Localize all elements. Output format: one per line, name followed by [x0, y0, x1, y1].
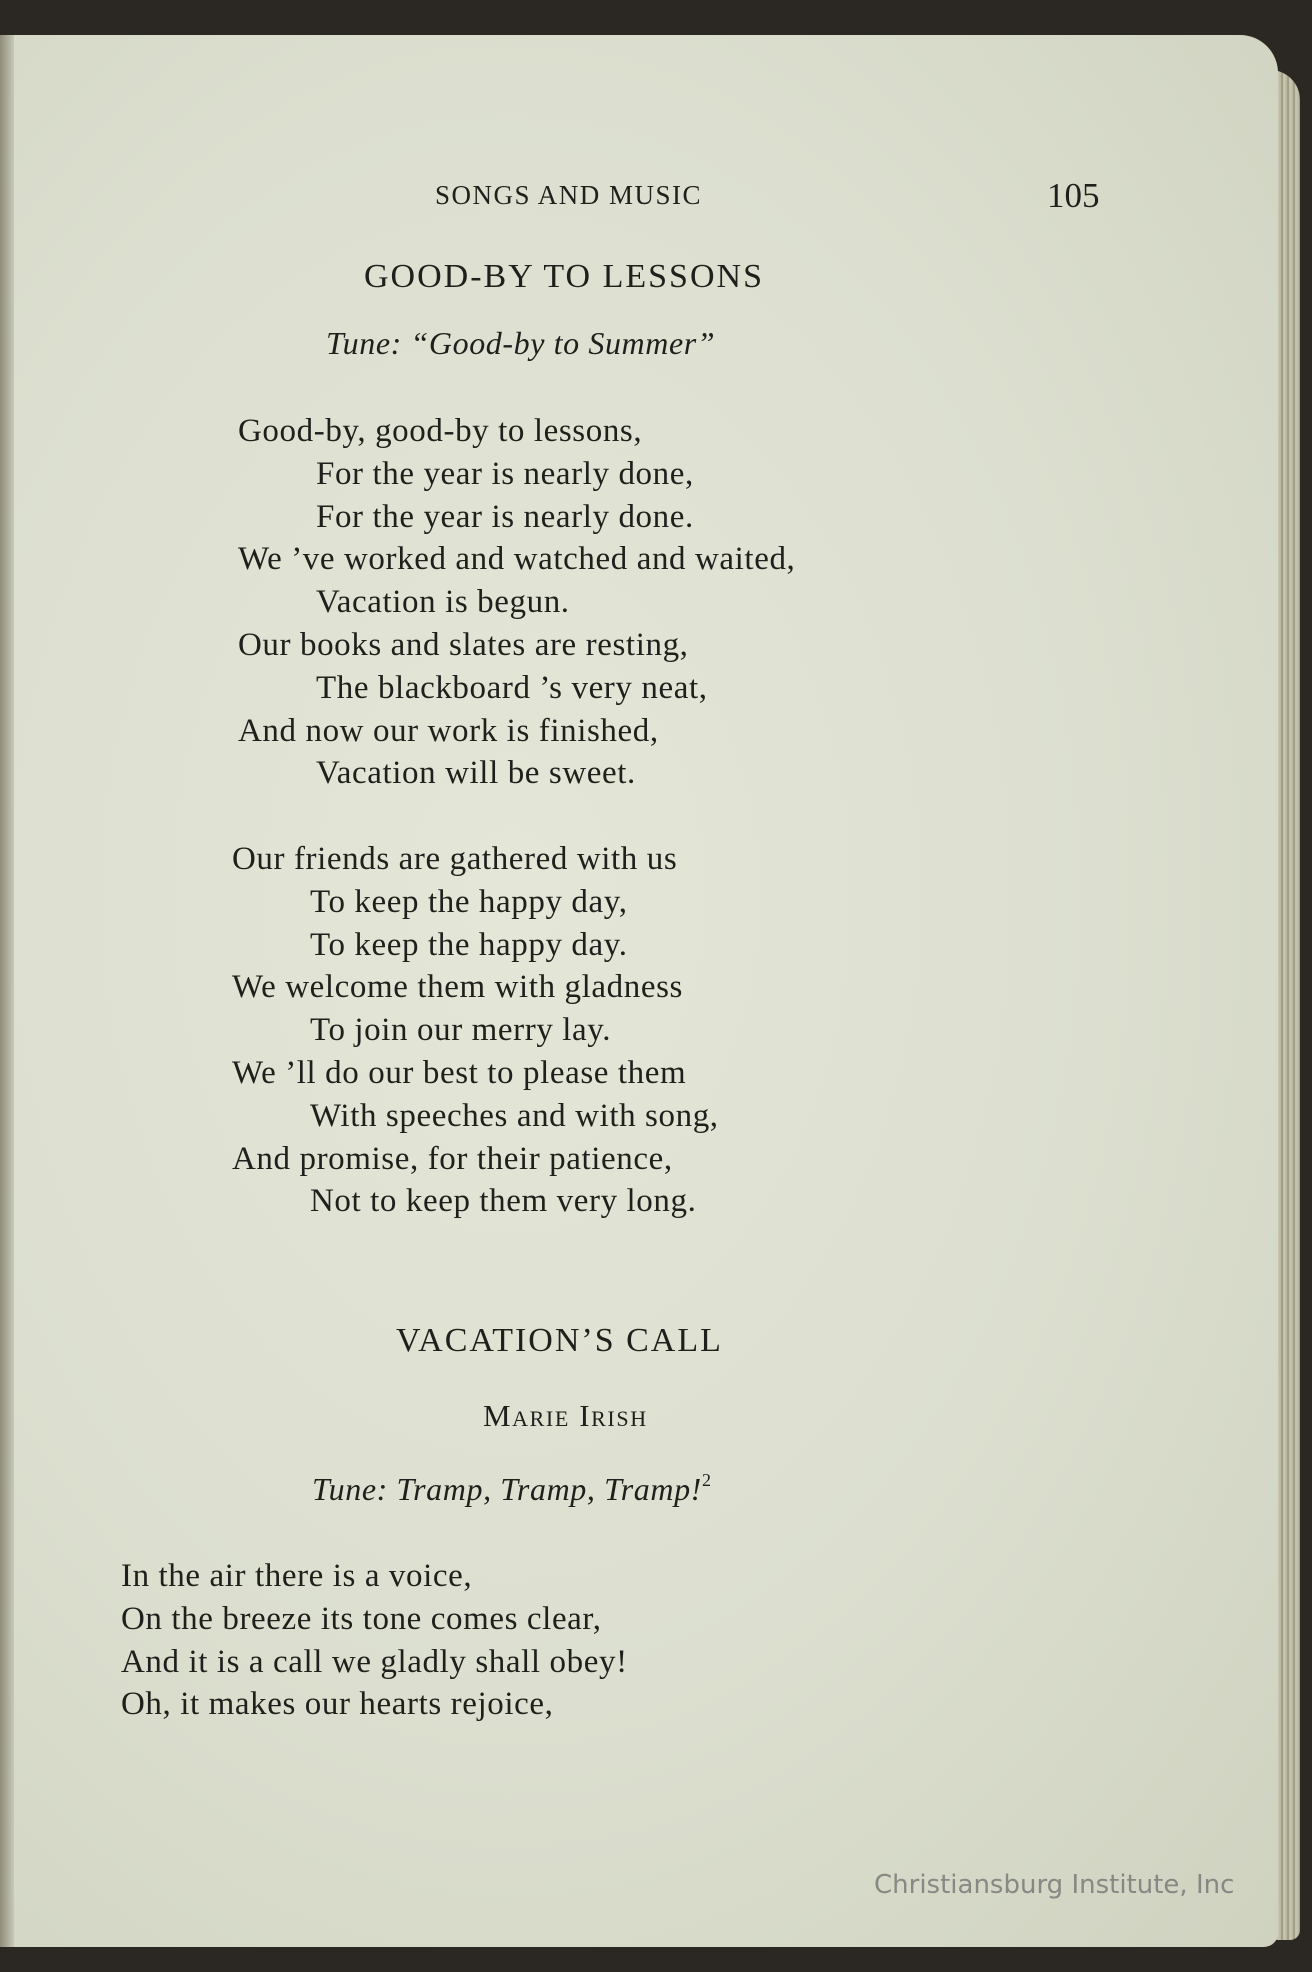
- verse-line: And now our work is finished,: [238, 712, 659, 749]
- song-title-vacations-call: VACATION’S CALL: [396, 1322, 723, 1359]
- verse-line: To join our merry lay.: [310, 1012, 612, 1049]
- verse-line: And it is a call we gladly shall obey!: [121, 1643, 628, 1680]
- verse-line: Vacation will be sweet.: [316, 755, 636, 792]
- verse-line: With speeches and with song,: [310, 1097, 719, 1134]
- footnote-marker: 2: [701, 1470, 712, 1490]
- verse-line: To keep the happy day.: [310, 926, 628, 963]
- verse-line: Good-by, good-by to lessons,: [238, 413, 643, 449]
- verse-line: Oh, it makes our hearts rejoice,: [121, 1686, 554, 1723]
- verse-line: Our books and slates are resting,: [238, 626, 689, 663]
- verse-line: Our friends are gathered with us: [232, 841, 678, 877]
- verse-line: In the air there is a voice,: [121, 1558, 473, 1594]
- verse-line: We ’ll do our best to please them: [232, 1054, 687, 1091]
- verse-line: To keep the happy day,: [310, 883, 628, 920]
- tune-text: Tune: Tramp, Tramp, Tramp!: [312, 1471, 702, 1507]
- verse-line: For the year is nearly done.: [316, 498, 694, 535]
- stanza-3: [121, 1555, 628, 1726]
- stanza-2: [232, 838, 719, 1223]
- verse-line: We welcome them with gladness: [232, 969, 683, 1006]
- binding-shadow: [0, 35, 14, 1947]
- verse-line: For the year is nearly done,: [316, 455, 694, 492]
- verse-line: And promise, for their patience,: [232, 1140, 673, 1177]
- verse-line: We ’ve worked and watched and waited,: [238, 541, 796, 578]
- song-tune-good-by-to-lessons: Tune: “Good-by to Summer”: [326, 325, 716, 361]
- verse-line: On the breeze its tone comes clear,: [121, 1600, 602, 1637]
- verse-line: The blackboard ’s very neat,: [316, 669, 708, 706]
- watermark: Christiansburg Institute, Inc: [874, 1870, 1235, 1900]
- song-author: Marie Irish: [483, 1398, 648, 1433]
- song-title-good-by-to-lessons: GOOD-BY TO LESSONS: [364, 258, 764, 295]
- running-head: SONGS AND MUSIC: [435, 180, 703, 210]
- stanza-1: [238, 410, 795, 795]
- song-tune-vacations-call: [312, 1470, 712, 1508]
- verse-line: Vacation is begun.: [316, 584, 570, 621]
- verse-line: Not to keep them very long.: [310, 1183, 697, 1220]
- page-number: 105: [1047, 176, 1100, 215]
